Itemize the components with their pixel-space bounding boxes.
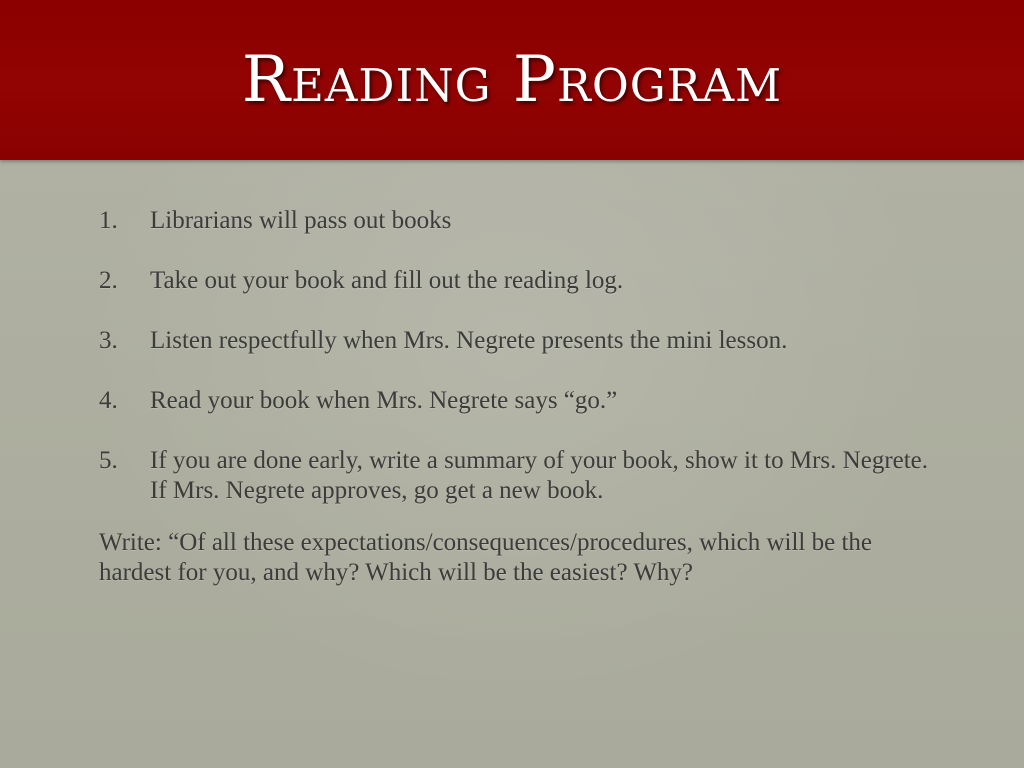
list-item-text: Listen respectfully when Mrs. Negrete presents the mini lesson. <box>150 327 788 354</box>
list-item-number: 5. <box>99 447 118 474</box>
list-item <box>99 266 939 296</box>
list-item-number: 3. <box>99 327 118 354</box>
closing-prompt: Write: “Of all these expectations/consequences/procedures, which will be the hardest for you, and why? Which will be the easiest? Why? <box>99 529 873 586</box>
slide-title: Reading Program <box>241 43 783 117</box>
list-item-number: 4. <box>99 387 118 414</box>
list-item-number: 1. <box>99 207 118 234</box>
list-item-text: Read your book when Mrs. Negrete says “go.” <box>150 387 618 414</box>
list-item-text: If you are done early, write a summary of your book, show it to Mrs. Negrete. If Mrs. Negrete approves, go get a new book. <box>150 447 929 504</box>
list-item <box>99 386 939 416</box>
list-item <box>99 206 939 236</box>
slide-body <box>99 206 939 588</box>
title-bar <box>0 0 1024 160</box>
list-item <box>99 326 939 356</box>
list-item-number: 2. <box>99 267 118 294</box>
list-item-text: Take out your book and fill out the reading log. <box>150 267 624 294</box>
list-item <box>99 446 939 506</box>
list-item-text: Librarians will pass out books <box>150 207 452 234</box>
